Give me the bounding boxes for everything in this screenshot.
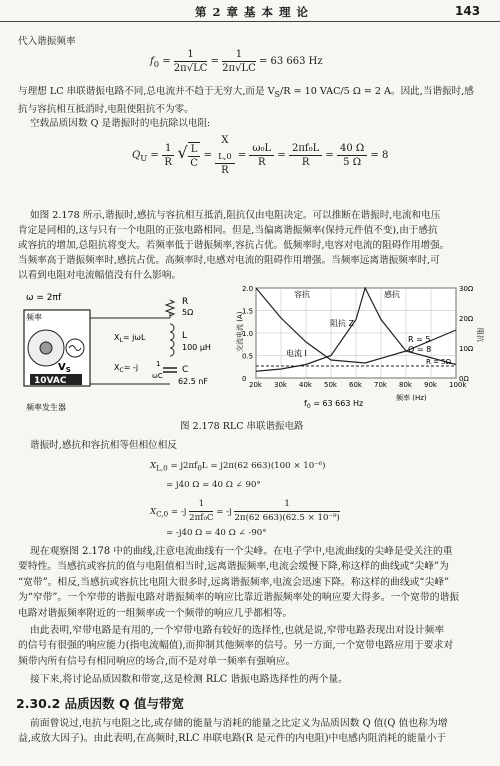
eq4-n1: 1 bbox=[189, 498, 213, 512]
eq2-eq: = bbox=[150, 150, 162, 161]
eq1-sub: 0 bbox=[153, 59, 160, 69]
eq2-sqd: C bbox=[190, 157, 198, 169]
p3-line-2: 或容抗的增加,总阻抗将变大。若频率低于谐振频率,容抗占优。低频率时,电容对电流的阻碍作用增强。 bbox=[18, 240, 450, 251]
y-left-tick-label: 1.0 bbox=[242, 330, 254, 338]
resonance-chart bbox=[236, 282, 484, 412]
q-annot: Q = 8 bbox=[408, 345, 432, 354]
xl-label: $X_L= j\omega L$ bbox=[114, 333, 146, 344]
generator-label: 频率发生器 bbox=[26, 403, 66, 412]
eq4-b: = -j bbox=[216, 507, 232, 517]
xc-label: $X_C= -j$ bbox=[114, 363, 139, 374]
eq2-f4n: 2πf₀L bbox=[289, 142, 322, 156]
capacitive-label: 容抗 bbox=[294, 290, 310, 299]
current-label: 电流 I bbox=[286, 349, 307, 358]
q-equation: $Q_U$ = $\frac{1}{R}$ √ $\frac{L}{C}$ = X $_{L,0}$ R = $\frac{\text{ω₀L}}{R}$ = $\frac{\text{2πf₀L}}{R}$ = $\frac{40 \Omega}{5 \Omega}$ = 8 bbox=[132, 135, 389, 176]
eq2-f2d: R bbox=[221, 165, 229, 176]
dial-knob-icon bbox=[40, 342, 52, 354]
p5-line-1: 要特性。当感抗或容抗的值与电阻值相当时,远离谐振频率,电流会缓慢下降,称这样的曲线或“尖峰”为 bbox=[18, 561, 449, 573]
rlc-circuit-diagram bbox=[20, 288, 230, 416]
eq2-f5n: 40 Ω bbox=[337, 142, 367, 156]
x-tick-label: 60k bbox=[349, 381, 362, 389]
y-right-tick-label: 10Ω bbox=[459, 345, 474, 353]
y-left-tick-label: 0.5 bbox=[242, 352, 254, 361]
eq2-f5d: 5 Ω bbox=[343, 157, 362, 168]
y-right-tick-label: 30Ω bbox=[459, 285, 474, 293]
paragraph-2: 空载品质因数 Q 是谐振时的电抗除以电阻: bbox=[30, 118, 211, 129]
eq2-result: = 8 bbox=[370, 150, 389, 161]
section-heading: 2.30.2 品质因数 Q 值与带宽 bbox=[16, 696, 184, 711]
eq2-f2n: X bbox=[221, 135, 229, 146]
eq2-mid1: = bbox=[203, 150, 212, 161]
eq4-frac1 bbox=[189, 498, 213, 525]
p5-line-3: 为“窄带”。一个窄带的谐振电路对谐振频率的响应比靠近谐振频率处的响应要大得多。一个宽带的谐振 bbox=[18, 592, 460, 604]
xc-num: 1 bbox=[156, 360, 161, 368]
y-right-label: 阻抗 bbox=[476, 328, 484, 342]
eq2-frac2 bbox=[215, 134, 234, 177]
y-left-tick-label: 1.5 bbox=[242, 307, 254, 316]
x-tick-label: 30k bbox=[274, 381, 287, 389]
eq3-b: = j2πf bbox=[167, 461, 198, 471]
p6-line-0: 由此表明,窄带电路是有用的,一个窄带电路有较好的选择性,也就是说,窄带电路表现出对设计频率 bbox=[30, 625, 445, 636]
p5-line-0: 现在观察图 2.178 中的曲线,注意电流曲线有一个尖峰。在电子学中,电流曲线的尖峰是受关注的重 bbox=[30, 546, 453, 557]
eq2-sqrt bbox=[188, 142, 201, 170]
f0-label: $f_0 = 63$ 663 Hz bbox=[304, 399, 364, 410]
y-right-tick-label: 0Ω bbox=[459, 375, 469, 383]
page-number: 143 bbox=[455, 4, 481, 18]
omega-label: ω = 2πf bbox=[26, 293, 62, 303]
resonance-equation: $f_0$ = $\frac{1}{2\pi√LC}$ = $\frac{1}{2\pi√LC}$ = 63 663 Hz bbox=[150, 49, 323, 74]
figure-caption: 图 2.178 RLC 串联谐振电路 bbox=[180, 421, 304, 432]
y-right-tick-label: 20Ω bbox=[459, 315, 474, 323]
vac-label: 10VAC bbox=[34, 376, 67, 386]
eq2-f3d: R bbox=[258, 157, 266, 168]
eq1-frac2 bbox=[222, 48, 256, 75]
p1-c: /R = 10 VAC/5 Ω = 2 A。因此,当谐振时,感 bbox=[280, 86, 474, 97]
eq1-eq: = bbox=[210, 56, 219, 67]
y-left-label: 交流电流 (A) bbox=[236, 311, 244, 352]
eq2-f3n: ω₀L bbox=[249, 142, 274, 156]
p6-line-1: 的信号有很强的响应能力(指电流幅值),而抑制其他频率的信号。另一方面,一个宽带电路应用于要求对 bbox=[18, 640, 454, 652]
freq-label: 频率 bbox=[26, 313, 42, 322]
paragraph-4: 谐振时,感抗和容抗相等但相位相反 bbox=[30, 440, 177, 451]
eq4-d1: 2πf₀C bbox=[189, 513, 214, 523]
eq1-num1: 1 bbox=[174, 48, 208, 62]
x-tick-label: 80k bbox=[399, 381, 412, 389]
p5-line-4: 电路对谐振频率附近的一组频率或一个频带的响应几乎都相等。 bbox=[18, 607, 293, 619]
eq4-line2: = -j40 Ω = 40 Ω ∠ -90° bbox=[166, 528, 267, 538]
header-rule bbox=[0, 21, 500, 22]
paragraph-3 bbox=[18, 208, 488, 283]
eq2-frac5 bbox=[337, 142, 367, 169]
eq2-f4d: R bbox=[301, 157, 310, 168]
eq1-den1: 2π√LC bbox=[173, 63, 208, 74]
eq3-sub: L,0 bbox=[156, 463, 168, 473]
r-label: R bbox=[182, 297, 189, 307]
p1-d: 抗与容抗相互抵消时,电阻使阻抗不为零。 bbox=[18, 103, 194, 115]
p1-sub: S bbox=[274, 89, 281, 99]
inductor-icon bbox=[170, 324, 174, 356]
x-tick-label: 20k bbox=[249, 381, 262, 389]
p5-line-2: “宽带”。相反,当感抗或容抗比电阻大很多时,远离谐振频率,电流会迅速下降。称这样的曲线或“尖峰” bbox=[18, 576, 450, 588]
c-label: C bbox=[182, 365, 189, 375]
p6-line-2: 频带内所有信号有相同响应的场合,而不是对单一频率有强响应。 bbox=[18, 655, 296, 667]
eq2-f1d: R bbox=[164, 157, 172, 168]
page-header bbox=[0, 0, 500, 24]
impedance-label: 阻抗 Z bbox=[330, 319, 355, 328]
eq2-lhs: Q bbox=[132, 150, 141, 161]
x-tick-label: 100k bbox=[449, 381, 467, 389]
eq4-lhs: X bbox=[150, 507, 157, 517]
inductive-label: 感抗 bbox=[384, 290, 400, 299]
eq3-d: L = j2π(62 663)(100 × 10⁻⁶) bbox=[201, 461, 326, 471]
eq2-sqn: L bbox=[188, 143, 201, 157]
paragraph-7: 接下来,将讨论品质因数和带宽,这是检测 RLC 谐振电路选择性的两个量。 bbox=[30, 674, 348, 685]
eq3-line2: = j40 Ω = 40 Ω ∠ 90° bbox=[166, 479, 261, 490]
xc-den: ωC bbox=[152, 372, 163, 380]
x-tick-label: 50k bbox=[324, 381, 337, 389]
paragraph-5 bbox=[18, 544, 488, 621]
y-left-tick-label: 2.0 bbox=[242, 285, 254, 293]
p3-line-4: 以看到电阻对电流幅值没有什么影响。 bbox=[18, 270, 182, 281]
p8-line-0: 前面曾说过,电抗与电阻之比,或存储的能量与消耗的能量之比定义为品质因数 Q 值(Q 值也称为增 bbox=[30, 718, 448, 729]
xc-equation bbox=[150, 498, 340, 541]
eq1-num2: 1 bbox=[222, 48, 256, 62]
eq1-den2: 2π√LC bbox=[222, 63, 256, 74]
p3-line-0: 如图 2.178 所示,谐振时,感抗与容抗相互抵消,阻抗仅由电阻决定。可以推断在谐振时,电流和电压 bbox=[30, 210, 441, 221]
l-value: 100 μH bbox=[182, 343, 211, 352]
r-value: 5Ω bbox=[182, 308, 194, 317]
eq2-f2nsub: L,0 bbox=[218, 151, 232, 161]
y-left-tick-label: 0 bbox=[242, 375, 247, 383]
eq3-lhs: X bbox=[150, 461, 157, 471]
xl-equation bbox=[150, 458, 326, 493]
p8-line-1: 益,或放大因子)。由此表明,在高频时,RLC 串联电路(R 是元件的内电阻)中电感内阻消耗的能量小于 bbox=[18, 733, 447, 745]
p3-line-3: 当频率高于谐振频率时,感抗占优。高频率时,电感对电流的阻碍作用增强。当频率远离谐振频率时,可 bbox=[18, 255, 440, 266]
paragraph-1 bbox=[18, 84, 488, 117]
eq2-frac3 bbox=[249, 142, 274, 169]
l-label: L bbox=[182, 331, 188, 341]
p3-line-1: 肯定是同相的,这与只有一个电阻的正弦电路相同。但是,当偏离谐振频率(保持元件值不变),由于感抗 bbox=[18, 225, 438, 236]
chapter-title: 第 2 章 基 本 理 论 bbox=[195, 5, 310, 19]
eq4-d2: 2π(62 663)(62.5 × 10⁻⁹) bbox=[234, 513, 340, 523]
eq1-result: = 63 663 Hz bbox=[258, 56, 323, 67]
intro-text: 代入谐振频率 bbox=[18, 36, 76, 47]
r-annot: R = 5 bbox=[408, 335, 431, 344]
c-value: 62.5 nF bbox=[178, 377, 209, 386]
paragraph-6 bbox=[18, 623, 488, 669]
eq3-c: 0 bbox=[197, 463, 202, 473]
eq4-a: = -j bbox=[168, 507, 187, 517]
eq2-frac1 bbox=[162, 142, 174, 169]
x-label: 频率 (Hz) bbox=[396, 394, 427, 402]
eq2-f1n: 1 bbox=[162, 142, 174, 156]
x-tick-label: 40k bbox=[299, 381, 312, 389]
eq4-frac2 bbox=[234, 498, 339, 525]
x-tick-label: 70k bbox=[374, 381, 387, 389]
vs-label: $V_S$ bbox=[58, 362, 71, 374]
x-tick-label: 90k bbox=[424, 381, 437, 389]
eq2-frac4 bbox=[289, 142, 322, 169]
p1-a: 与理想 LC 串联谐振电路不同,总电流并不趋于无穷大,而是 V bbox=[18, 86, 275, 97]
rline-annot: R = 5Ω bbox=[426, 358, 451, 366]
eq4-n2: 1 bbox=[234, 498, 339, 512]
eq1-lhs: f bbox=[150, 56, 154, 67]
eq2-lhs-sub: U bbox=[140, 153, 148, 163]
paragraph-8 bbox=[18, 716, 488, 747]
eq1-frac1 bbox=[174, 48, 208, 75]
eq4-sub: C,0 bbox=[156, 509, 169, 519]
